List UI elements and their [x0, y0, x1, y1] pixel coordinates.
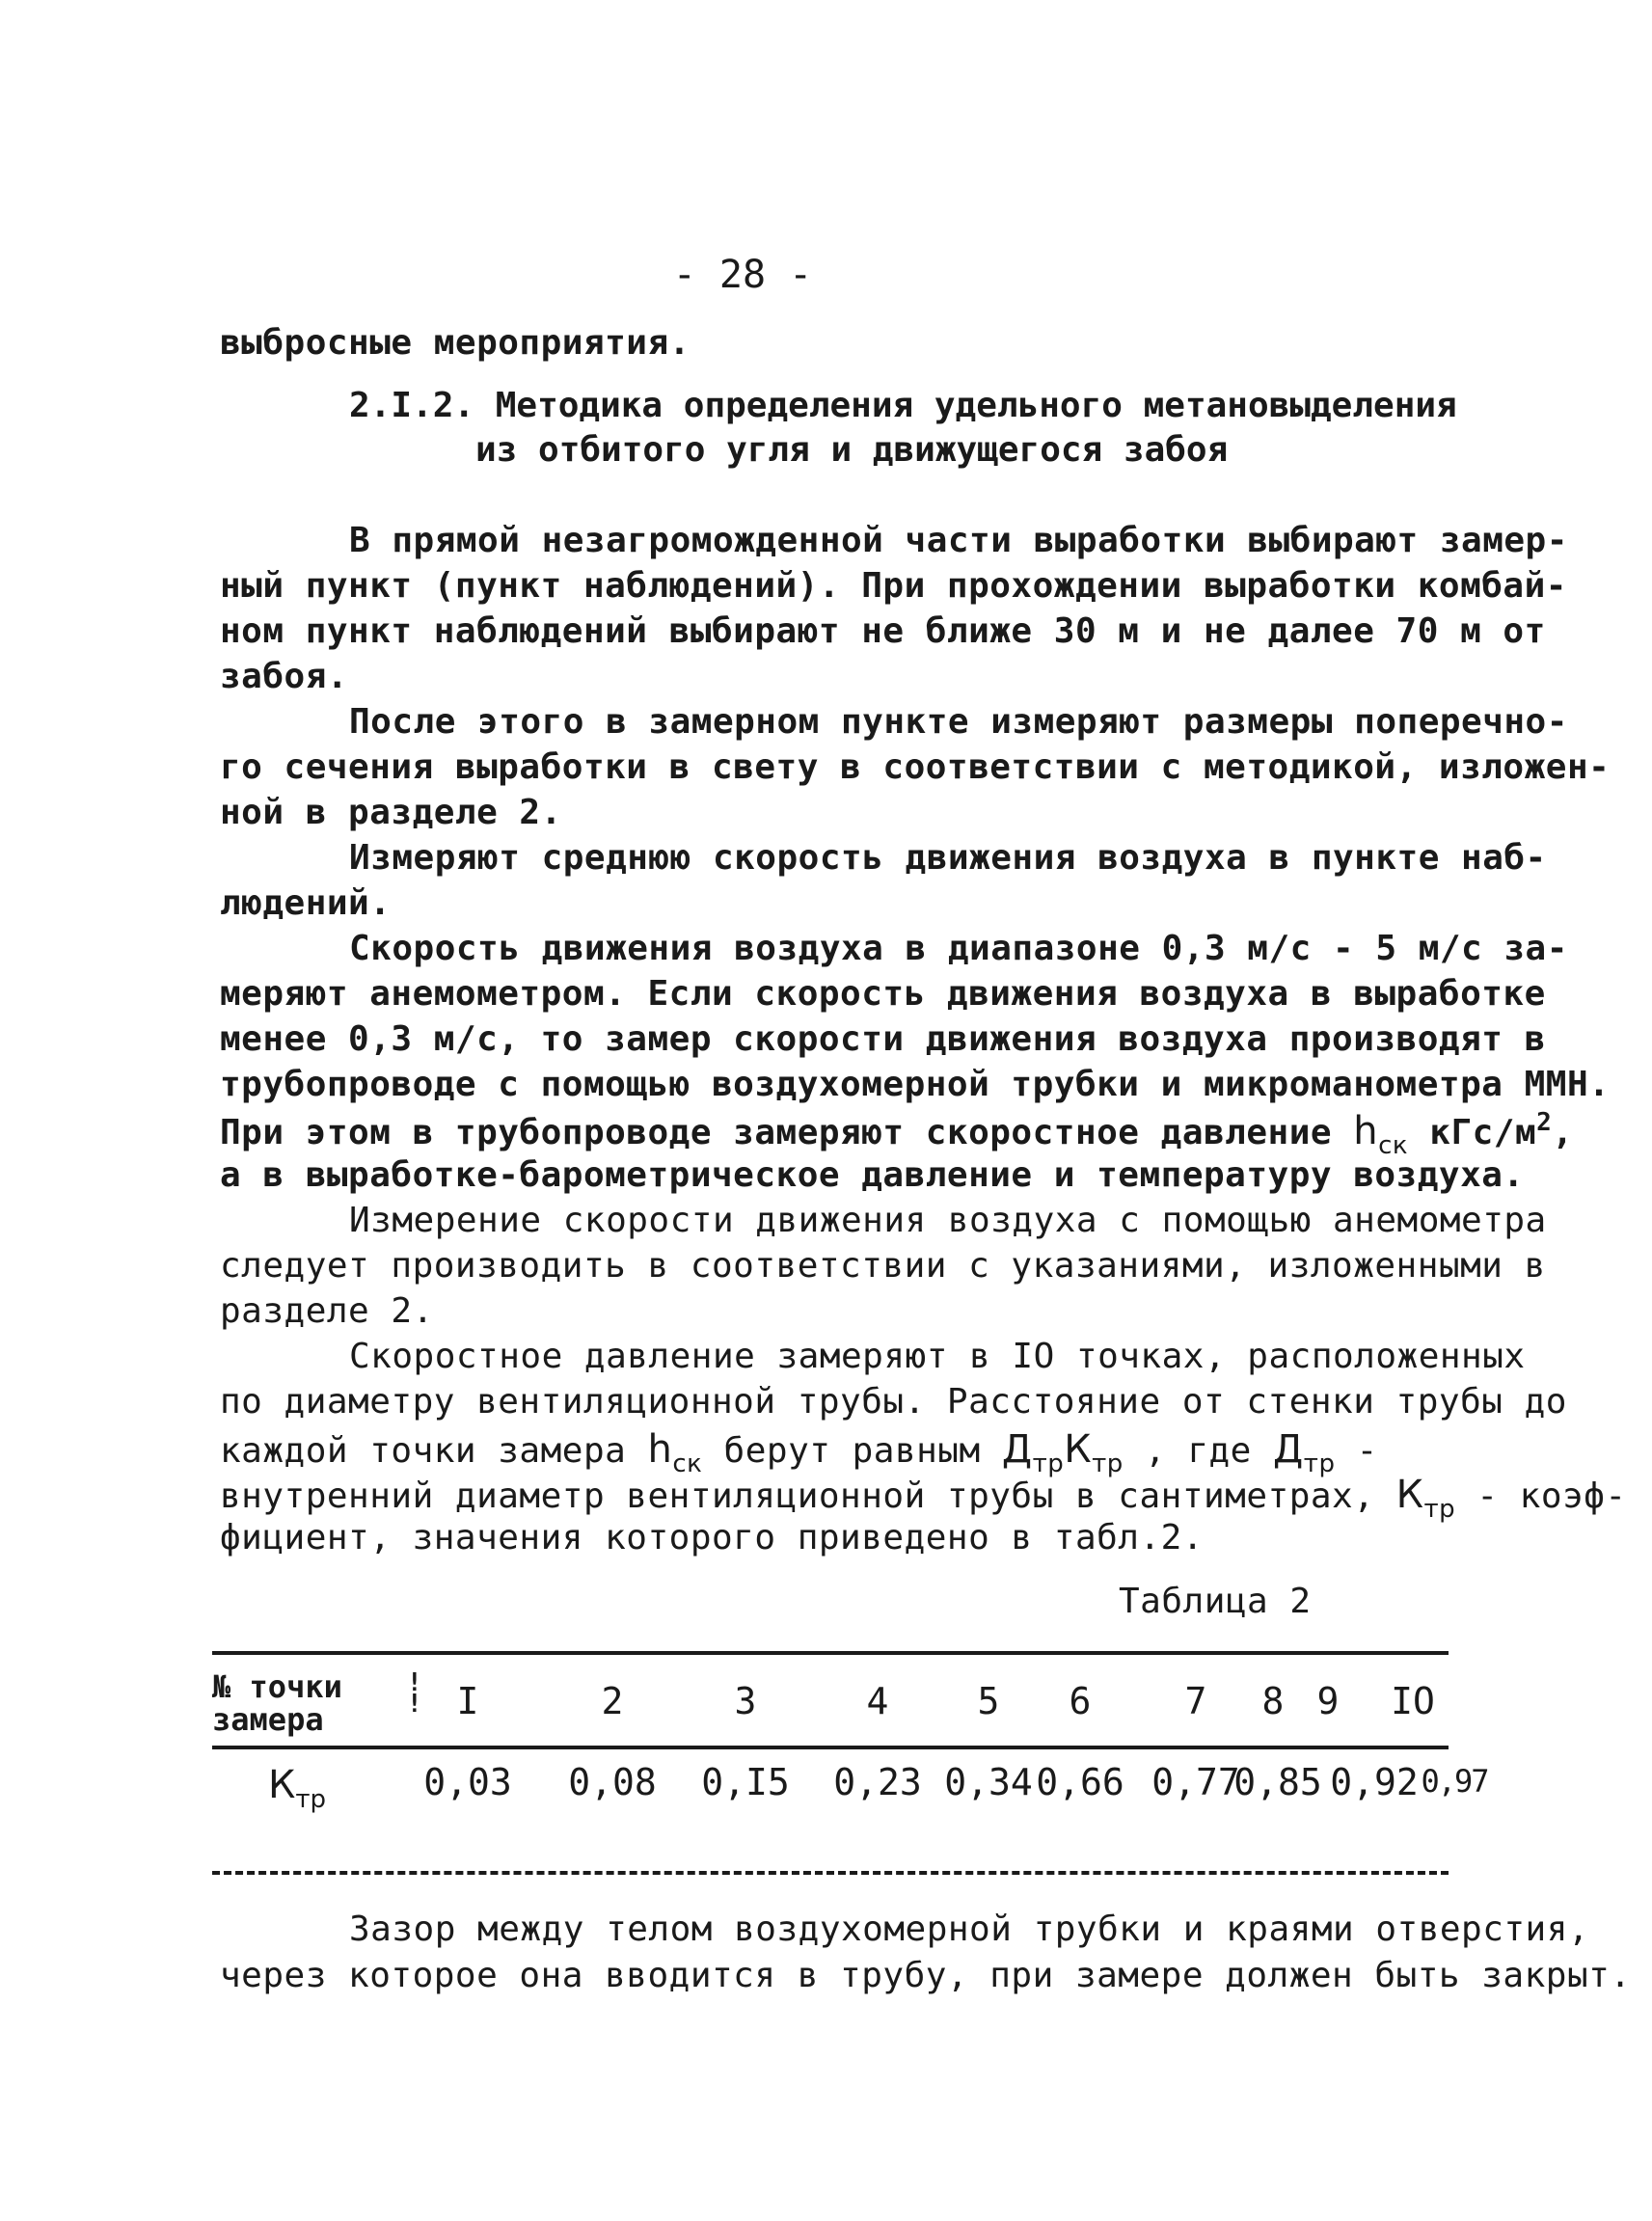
- paragraph-6-line-3-text-a: каждой точки замера: [220, 1431, 627, 1471]
- column-header: 9: [1316, 1680, 1340, 1722]
- formula-h-sk-2: $h_{ск}$: [647, 1427, 703, 1478]
- paragraph-5-line-1: Измерение скорости движения воздуха с помощью анемометра: [349, 1201, 1547, 1240]
- section-heading-line-1: 2.I.2. Методика определения удельного метановыделения: [349, 386, 1457, 425]
- paragraph-1-line-4: забоя.: [220, 657, 349, 696]
- formula-d-k: $Д_{тр}К_{тр}$: [1001, 1427, 1124, 1478]
- paragraph-6-line-5: фициент, значения которого приведено в табл.2.: [220, 1518, 1204, 1557]
- table-cell: 0,08: [568, 1761, 657, 1803]
- column-header: 2: [601, 1680, 624, 1722]
- formula-d-tr: $Д_{тр}$: [1273, 1427, 1336, 1478]
- page-number: - 28 -: [672, 253, 813, 297]
- table-header-label: № точки замера: [212, 1668, 342, 1738]
- table-cell: 0,85: [1233, 1761, 1322, 1803]
- pressure-unit: кГс/м: [1429, 1113, 1537, 1152]
- table-cell: 0,34: [944, 1761, 1033, 1803]
- table-top-rule: [212, 1651, 1449, 1655]
- paragraph-6-line-4-text-b: - коэф-: [1476, 1476, 1627, 1516]
- paragraph-4-line-6: а в выработке-барометрическое давление и температуру воздуха.: [220, 1155, 1525, 1195]
- paragraph-5-line-2: следует производить в соответствии с указаниями, изложенными в: [220, 1246, 1546, 1286]
- paragraph-4-line-3: менее 0,3 м/с, то замер скорости движения воздуха производят в: [220, 1019, 1546, 1059]
- table-cell: 0,97: [1421, 1763, 1488, 1800]
- table-cell: 0,03: [423, 1761, 512, 1803]
- paragraph-2-line-2: го сечения выработки в свету в соответствии с методикой, изложен-: [220, 747, 1611, 787]
- paragraph-6-line-3-text-b: берут равным: [723, 1431, 981, 1471]
- paragraph-4-line-5-text: При этом в трубопроводе замеряют скоростное давление: [220, 1113, 1333, 1152]
- paragraph-6-line-1: Скоростное давление замеряют в IO точках, расположенных: [349, 1337, 1526, 1376]
- table-cell: 0,I5: [701, 1761, 790, 1803]
- column-header: 5: [977, 1680, 1000, 1722]
- paragraph-6-line-2: по диаметру вентиляционной трубы. Расстояние от стенки трубы до: [220, 1382, 1567, 1422]
- paragraph-5-line-3: разделе 2.: [220, 1291, 434, 1331]
- column-header: IO: [1391, 1680, 1435, 1722]
- paragraph-6-line-3-text-c: , где: [1144, 1431, 1252, 1471]
- table-cell: 0,92: [1330, 1761, 1419, 1803]
- table-header-separator: ! !: [407, 1668, 422, 1719]
- table-row-label: $К_{тр}$: [268, 1763, 327, 1814]
- section-heading-line-2: из отбитого угля и движущегося забоя: [475, 430, 1229, 470]
- paragraph-6-line-3: каждой точки замера $h_{ск}$ берут равным $Д_{тр}К_{тр}$ , где $Д_{тр}$ -: [220, 1427, 1378, 1478]
- paragraph-1-line-3: ном пункт наблюдений выбирают не ближе 30 м и не далее 70 м от: [220, 611, 1546, 651]
- final-paragraph-line-2: через которое она вводится в трубу, при замере должен быть закрыт.: [220, 1956, 1632, 1995]
- column-header: 6: [1069, 1680, 1092, 1722]
- column-header: I: [456, 1680, 479, 1722]
- column-header: 4: [866, 1680, 889, 1722]
- table-bottom-rule: [212, 1871, 1449, 1875]
- unit-superscript: 2: [1536, 1108, 1553, 1137]
- table-cell: 0,66: [1036, 1761, 1124, 1803]
- formula-h-sk: $h_{ск}$: [1353, 1109, 1409, 1160]
- paragraph-4-line-5: При этом в трубопроводе замеряют скоростное давление $h_{ск}$ кГс/$м^2$,: [220, 1108, 1574, 1160]
- table-header-rule: [212, 1746, 1449, 1749]
- paragraph-2-line-3: ной в разделе 2.: [220, 793, 562, 832]
- paragraph-4-line-2: меряют анемометром. Если скорость движения воздуха в выработке: [220, 974, 1546, 1014]
- paragraph-4-line-4: трубопроводе с помощью воздухомерной трубки и микроманометра ММН.: [220, 1065, 1611, 1104]
- paragraph-6-line-4-text-a: внутренний диаметр вентиляционной трубы в сантиметрах,: [220, 1476, 1375, 1516]
- paragraph-1-line-2: ный пункт (пункт наблюдений). При прохождении выработки комбай-: [220, 566, 1567, 606]
- final-paragraph-line-1: Зазор между телом воздухомерной трубки и краями отверстия,: [349, 1910, 1590, 1949]
- table-cell: 0,77: [1151, 1761, 1240, 1803]
- formula-k-tr: $К_{тр}$: [1395, 1473, 1456, 1524]
- text-line-1: выбросные мероприятия.: [220, 323, 691, 363]
- column-header: 8: [1261, 1680, 1285, 1722]
- paragraph-4-line-1: Скорость движения воздуха в диапазоне 0,3 м/с - 5 м/с за-: [349, 929, 1568, 968]
- paragraph-3-line-2: людений.: [220, 883, 392, 923]
- paragraph-1-line-1: В прямой незагроможденной части выработки выбирают замер-: [349, 521, 1568, 560]
- paragraph-3-line-1: Измеряют среднюю скорость движения воздуха в пункте наб-: [349, 838, 1547, 878]
- column-header: 3: [734, 1680, 757, 1722]
- paragraph-6-line-4: [220, 1473, 1627, 1524]
- table-caption: Таблица 2: [1119, 1582, 1312, 1621]
- table-cell: 0,23: [833, 1761, 922, 1803]
- paragraph-2-line-1: После этого в замерном пункте измеряют размеры поперечно-: [349, 702, 1568, 742]
- column-header: 7: [1184, 1680, 1207, 1722]
